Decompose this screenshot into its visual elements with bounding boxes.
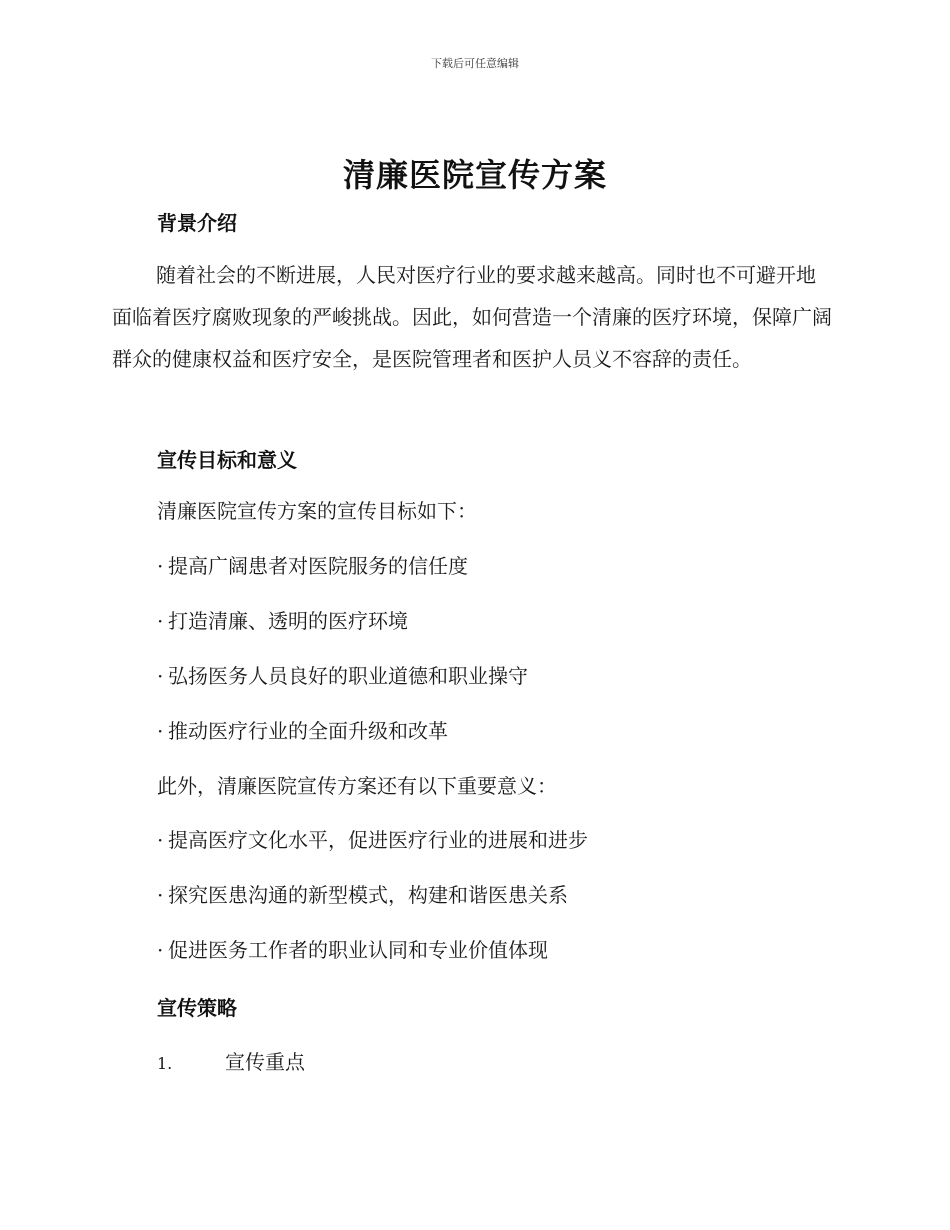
- document-title: 清廉医院宣传方案: [342, 156, 607, 194]
- list-number: 1.: [157, 1054, 173, 1073]
- bullet-icon: ·: [157, 609, 164, 633]
- significance-list-item: [157, 826, 588, 854]
- bullet-icon: ·: [157, 664, 164, 688]
- bullet-icon: ·: [157, 719, 164, 743]
- bullet-icon: ·: [157, 554, 164, 578]
- goals-intro: 清廉医院宣传方案的宣传目标如下：: [157, 499, 477, 523]
- goal-list-item: [157, 552, 468, 580]
- background-paragraph: 随着社会的不断进展，人民对医疗行业的要求越来越高。同时也不可避开地面临着医疗腐败现象的严峻挑战。因此，如何营造一个清廉的医疗环境，保障广阔群众的健康权益和医疗安全，是医院管理者和医护人员义不容辞的责任。: [112, 263, 832, 371]
- header-note: 下载后可任意编辑: [431, 57, 519, 70]
- section-heading-strategy: 宣传策略: [157, 996, 237, 1020]
- goal-item-text: 弘扬医务人员良好的职业道德和职业操守: [168, 664, 528, 688]
- significance-item-text: 提高医疗文化水平，促进医疗行业的进展和进步: [168, 828, 588, 852]
- goal-list-item: [157, 607, 408, 635]
- bullet-icon: ·: [157, 938, 164, 962]
- bullet-icon: ·: [157, 883, 164, 907]
- goal-item-text: 提高广阔患者对医院服务的信任度: [168, 554, 468, 578]
- strategy-list-item: [157, 1046, 305, 1075]
- significance-intro: 此外，清廉医院宣传方案还有以下重要意义：: [157, 774, 557, 798]
- goal-list-item: [157, 662, 528, 690]
- section-heading-goals: 宣传目标和意义: [157, 448, 297, 472]
- goal-item-text: 推动医疗行业的全面升级和改革: [168, 719, 448, 743]
- goal-item-text: 打造清廉、透明的医疗环境: [168, 609, 408, 633]
- significance-item-text: 促进医务工作者的职业认同和专业价值体现: [168, 938, 548, 962]
- goal-list-item: [157, 717, 448, 745]
- significance-item-text: 探究医患沟通的新型模式，构建和谐医患关系: [168, 883, 568, 907]
- bullet-icon: ·: [157, 828, 164, 852]
- significance-list-item: [157, 881, 568, 909]
- significance-list-item: [157, 936, 548, 964]
- section-heading-background: 背景介绍: [157, 211, 237, 235]
- strategy-item-label: 宣传重点: [225, 1050, 305, 1074]
